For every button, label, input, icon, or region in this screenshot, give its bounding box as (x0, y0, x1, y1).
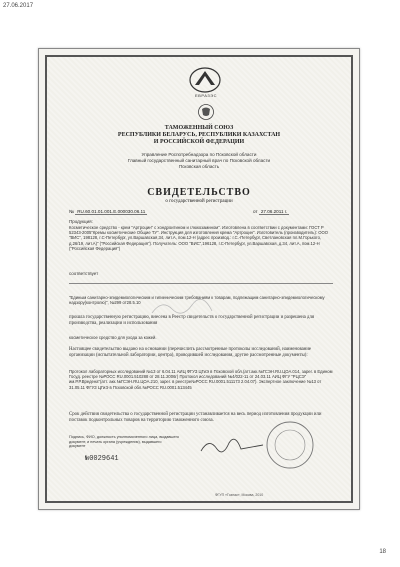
validity-statement: Срок действия свидетельства о государственной регистрации устанавливается на весь период изготовления продукции или поставок подконтрольных товаров на территорию таможенного союза. (69, 412, 322, 423)
official-stamp-icon (262, 419, 318, 471)
certificate-document (38, 48, 360, 510)
header-line-1: ТАМОЖЕННЫЙ СОЮЗ (164, 125, 234, 131)
registration-statement: прошла государственную регистрацию, внесена в Реестр свидетельств о государственной регистрации и разрешена для производства, реализации и использования (69, 315, 315, 326)
blank-line (69, 283, 333, 284)
registration-number: RU.60.01.01.001.Е.000030.06.11 (77, 209, 146, 214)
printer-imprint: ФГУП «Гознак», Москва, 2010 (214, 493, 264, 497)
registration-date: 27.06.2011 г. (260, 209, 288, 214)
basis-statement: Настоящее свидетельство выдано на основании (перечислить рассмотренные протоколы исследований, наименование организации (испытательной лаборатории, центра), проводившей исследования, другие рассмотренные документы): (69, 347, 312, 358)
authority-line-3: Псковская область (178, 164, 220, 169)
registration-date-row (253, 209, 289, 214)
blank-serial-number: №0029641 (85, 455, 119, 463)
certificate-subtitle: о государственной регистрации (165, 199, 233, 204)
header-line-3: И РОССИЙСКОЙ ФЕДЕРАЦИИ (153, 139, 245, 145)
certificate-title: СВИДЕТЕЛЬСТВО (147, 187, 251, 198)
page-number: 18 (379, 549, 386, 555)
signature-icon (197, 435, 267, 459)
number-label: № (69, 209, 74, 214)
eurasec-logo-icon (187, 65, 223, 95)
signature-label: Подпись, ФИО, должность уполномоченного лица, выдавшего документ, и печать органа (учреждения), выдавшего документ (69, 435, 179, 449)
protocols-text: Протокол лабораторных исследований №13 от 6.04.11 АИЦ ФГУЗ ЦГиЭ в Псковской обл.(атт.акк.№ГСЭН.RU.ЦОА.014, зарег. в Едином Госуд. реестре №РОСС RU.0001.510288 от 28.11.2006г) Протокол исследований №4/022-11 от 24.03.11 АИЦ ФГУ "РЦСЭ" им.Р.Р.Вредена"(атт. акк.№ГСЭН.RU.ЦОА.210, зарег. в реестре№РОСС RU.0001.511173 2.04.07). Экспертное заключение №13 от 31.05.11 ФГУЗ ЦГиЭ в Псковской обл.№РОСС RU.0001.513445 (69, 369, 333, 390)
logo-caption: ЕВРАЗЭС (195, 93, 218, 98)
certificate-frame (45, 55, 353, 503)
header-line-2: РЕСПУБЛИКИ БЕЛАРУСЬ, РЕСПУБЛИКИ КАЗАХСТАН (117, 132, 281, 138)
product-label: Продукция: (69, 219, 93, 224)
authority-line-2: Главный государственный санитарный врач по Псковской области (127, 158, 271, 163)
date-label: от (253, 209, 258, 214)
product-description: Косметическое средство - крем "Артроцин" с хондроитином и глюкозамином". Изготовлена в соответствии с документами: ГОСТ Р 52343-2005"Кремы косметические Общие ТУ". Инструкция для изготовления крема "Артроцин". Изготовитель (производитель): ООО "ВИС", 198128, г.С-Петербург, ул.Варшавская,34, лит.А, пом.12-Н (адрес производ.: г.С.-Петербург, Светлановская пл.М.Горького, д.26/19, лит.А)" ("Российская Федерация"). Получатель: ООО "ВИС",196128, г.С-Петербург, ул.Варшавская, д.34, лит.А, пом.12-Н ("Российская Федерация") (69, 225, 328, 251)
coat-of-arms-icon (197, 103, 215, 121)
authority-line-1: Управление Роспотребнадзора по Псковской области (141, 152, 257, 157)
registration-number-row (69, 209, 147, 214)
scan-date-stamp: 27.06.2017 (3, 3, 34, 9)
usage-text: косметическое средство для ухода за кожей. (69, 335, 157, 340)
compliance-label: соответствует (69, 271, 99, 276)
compliance-text: "Единым санитарно-эпидемиологическим и гигиеническим требованиям к товарам, подлежащим санитарно-эпидемиологическому надзору(контролю)", №299 от28.5.10 (69, 295, 325, 306)
